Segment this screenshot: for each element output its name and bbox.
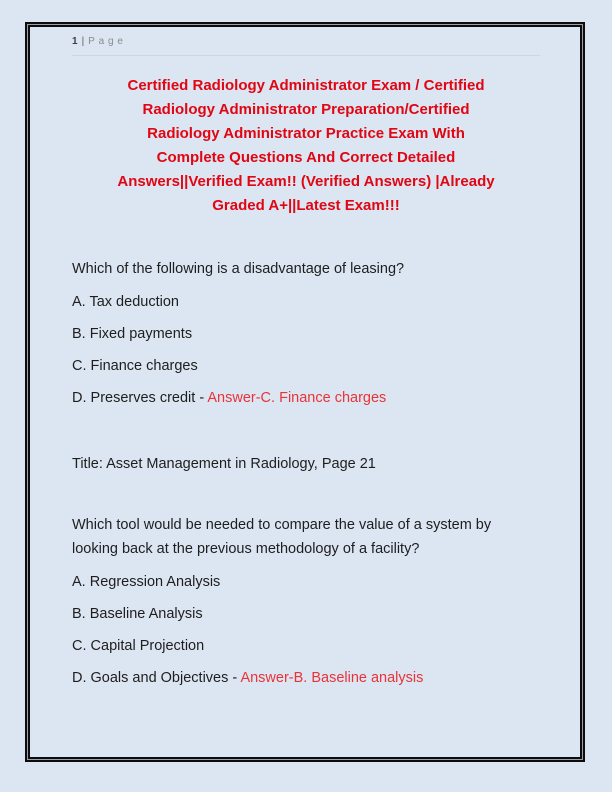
question-prompt: Which of the following is a disadvantage of leasing? <box>72 261 405 277</box>
option-d <box>72 666 540 690</box>
header-label: Page <box>88 36 127 47</box>
option-c: C. Capital Projection <box>72 638 205 654</box>
answer-text: Answer-B. Baseline analysis <box>240 670 424 686</box>
title-line-3: Radiology Administrator Practice Exam With <box>147 125 465 142</box>
answer-text: Answer-C. Finance charges <box>207 390 387 406</box>
exam-title <box>72 74 540 218</box>
option-d-text: D. Preserves credit - <box>72 390 208 406</box>
reference-line: Title: Asset Management in Radiology, Page 21 <box>72 456 376 472</box>
title-line-5: Answers||Verified Exam!! (Verified Answers) |Already <box>117 173 495 190</box>
title-line-2: Radiology Administrator Preparation/Certified <box>142 101 470 118</box>
option-c: C. Finance charges <box>72 358 198 374</box>
header-separator: | <box>81 36 85 47</box>
question-prompt: Which tool would be needed to compare the value of a system by looking back at the previous methodology of a facility? <box>72 517 492 557</box>
page-header <box>72 36 540 56</box>
question-block-1 <box>72 257 540 410</box>
title-line-6: Graded A+||Latest Exam!!! <box>212 197 400 214</box>
question-block-2 <box>72 513 540 690</box>
title-line-4: Complete Questions And Correct Detailed <box>156 149 456 166</box>
title-line-1: Certified Radiology Administrator Exam / Certified <box>127 77 485 94</box>
option-d-text: D. Goals and Objectives - <box>72 670 241 686</box>
page-frame <box>25 22 585 762</box>
page-content <box>72 24 540 690</box>
option-b: B. Baseline Analysis <box>72 606 203 622</box>
option-b: B. Fixed payments <box>72 326 193 342</box>
option-a: A. Regression Analysis <box>72 574 221 590</box>
option-a: A. Tax deduction <box>72 294 179 310</box>
option-d <box>72 386 540 410</box>
header-page-number: 1 <box>72 36 78 47</box>
